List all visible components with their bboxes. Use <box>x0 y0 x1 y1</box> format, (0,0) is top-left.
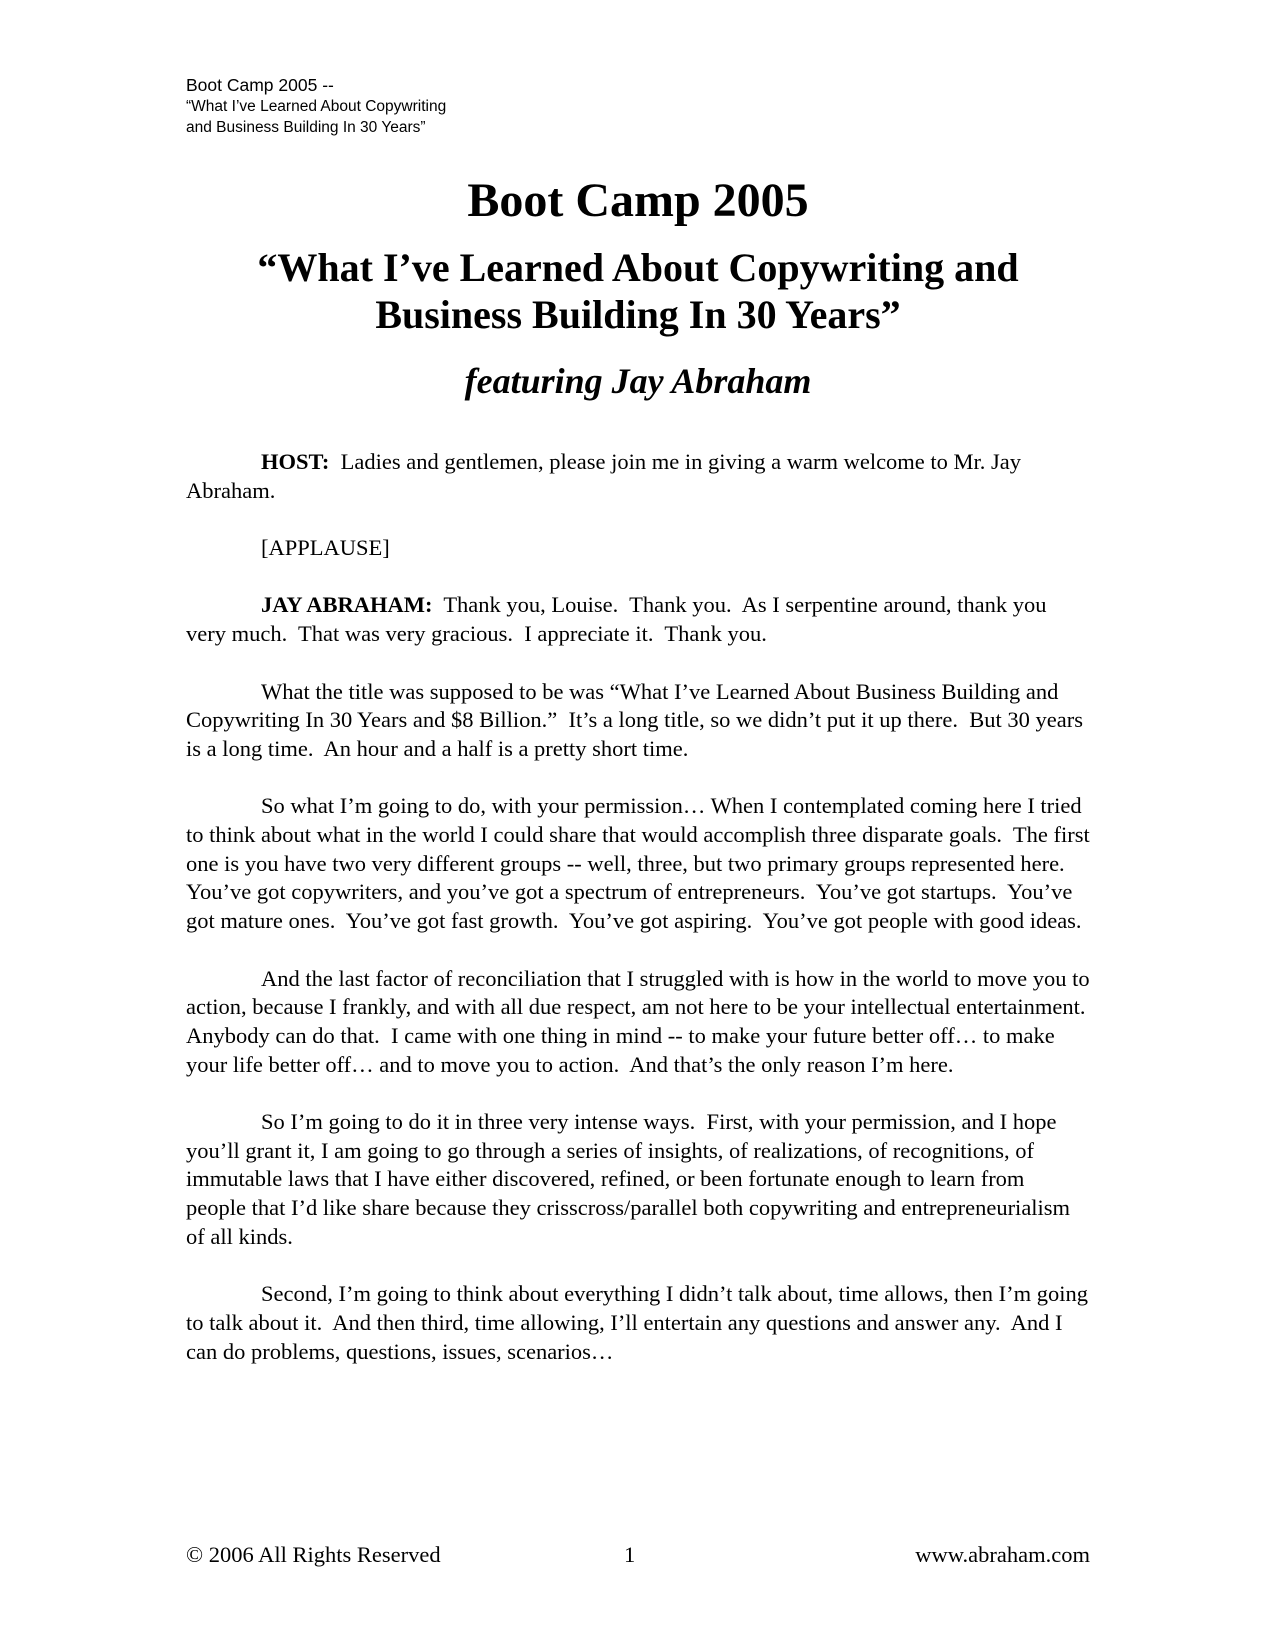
footer-website: www.abraham.com <box>915 1542 1090 1567</box>
paragraph-text: Ladies and gentlemen, please join me in giving a warm welcome to Mr. Jay Abraham. <box>186 449 1026 503</box>
subtitle-line-1: “What I’ve Learned About Copywriting and <box>257 245 1019 290</box>
speaker-label: HOST: <box>261 449 330 474</box>
paragraph-2 <box>186 534 1090 563</box>
paragraph-text: Second, I’m going to think about everything I didn’t talk about, time allows, then I’m going to talk about it. And then third, time allowing, I’ll entertain any questions and answer any. And I can do problems, questions, issues, scenarios… <box>186 1281 1094 1364</box>
footer-page-number: 1 <box>624 1542 636 1567</box>
paragraph-3 <box>186 591 1090 648</box>
paragraph-5 <box>186 792 1096 936</box>
paragraph-text: And the last factor of reconciliation that I struggled with is how in the world to move you to action, because I frankly, and with all due respect, am not here to be your intellectual entertainment. Anybody can do that. I came with one thing in mind -- to make your future better off… to make your life better off… and to move you to action. And that’s the only reason I’m here. <box>186 965 1096 1077</box>
document-subtitle <box>186 244 1090 338</box>
running-header-line-3: and Business Building In 30 Years” <box>186 119 426 136</box>
document-title: Boot Camp 2005 <box>467 174 809 227</box>
paragraph-6 <box>186 965 1096 1080</box>
paragraph-text: Thank you, Louise. Thank you. As I serpentine around, thank you very much. That was very gracious. I appreciate it. Thank you. <box>186 592 1053 647</box>
running-header-line-2: “What I’ve Learned About Copywriting <box>186 98 447 115</box>
paragraph-1 <box>186 448 1090 505</box>
running-header <box>186 74 446 138</box>
paragraph-text: So what I’m going to do, with your permission… When I contemplated coming here I tried to think about what in the world I could share that would accomplish three disparate goals. The first one is you have two very different groups -- well, three, but two primary groups represented here. You’ve got copywriters, and you’ve got a spectrum of entrepreneurs. You’ve got startups. You’ve got mature ones. You’ve got fast growth. You’ve got aspiring. You’ve got people with good ideas. <box>186 793 1096 934</box>
paragraph-text: So I’m going to do it in three very intense ways. First, with your permission, and I hope you’ll grant it, I am going to go through a series of insights, of realizations, of recognitions, of immutable laws that I have either discovered, refined, or been fortunate enough to learn from people that I’d like share because they crisscross/parallel both copywriting and entrepreneurialism of all kinds. <box>186 1109 1076 1249</box>
speaker-label: JAY ABRAHAM: <box>261 592 433 618</box>
paragraph-text: [APPLAUSE] <box>261 535 390 561</box>
paragraph-8 <box>186 1280 1094 1366</box>
subtitle-line-2: Business Building In 30 Years” <box>375 292 901 337</box>
featuring-line: featuring Jay Abraham <box>464 361 812 401</box>
transcript-body <box>186 448 1096 1395</box>
paragraph-4 <box>186 678 1090 764</box>
paragraph-text: What the title was supposed to be was “What I’ve Learned About Business Building and Copywriting In 30 Years and $8 Billion.” It’s a long title, so we didn’t put it up there. But 30 years is a long time. An hour and a half is a pretty short time. <box>186 678 1089 761</box>
running-header-line-1: Boot Camp 2005 -- <box>186 75 334 95</box>
footer-copyright: © 2006 All Rights Reserved <box>186 1542 441 1567</box>
paragraph-7 <box>186 1108 1090 1252</box>
